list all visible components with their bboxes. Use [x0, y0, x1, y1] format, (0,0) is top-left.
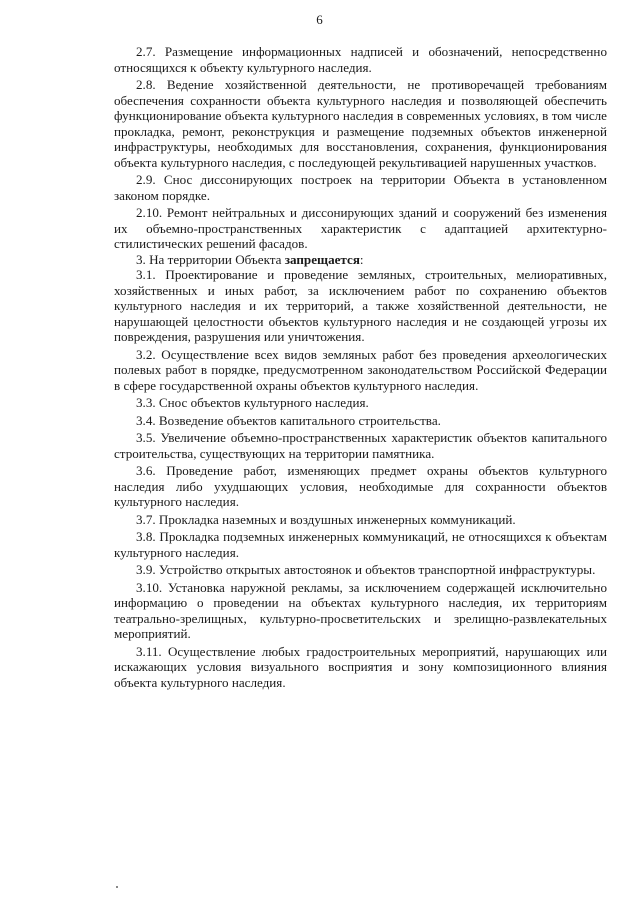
paragraph-3-5: 3.5. Увеличение объемно-пространственных характеристик объектов капитального строительства, существующих на территории памятника.	[114, 430, 607, 461]
paragraph-3-4: 3.4. Возведение объектов капитального строительства.	[136, 412, 441, 428]
paragraph-2-10: 2.10. Ремонт нейтральных и диссонирующих зданий и сооружений без изменения их объемно-пространственных характеристик с адаптацией архитектурно-стилистических решений фасадов.	[114, 205, 607, 251]
paragraph-2-7: 2.7. Размещение информационных надписей и обозначений, непосредственно относящихся к объекту культурного наследия.	[114, 44, 607, 75]
section-3-heading-prefix: 3. На территории Объекта	[136, 251, 285, 267]
scan-dot	[116, 886, 118, 888]
paragraph-3-7: 3.7. Прокладка наземных и воздушных инженерных коммуникаций.	[136, 511, 516, 527]
paragraph-3-2: 3.2. Осуществление всех видов земляных работ без проведения археологических полевых работ в порядке, предусмотренном законодательством Российской Федерации в сфере государственной охраны объектов культурного наследия.	[114, 346, 607, 393]
paragraph-3-9: 3.9. Устройство открытых автостоянок и объектов транспортной инфраструктуры.	[136, 562, 596, 577]
section-3-heading	[114, 252, 607, 268]
paragraph-2-8: 2.8. Ведение хозяйственной деятельности, не противоречащей требованиям обеспечения сохранности объекта культурного наследия и позволяющей обеспечить функционирование объекта культурного наследия в современных условиях, в том числе прокладка, ремонт, реконструкция и размещение подземных объектов инженерной инфраструктуры, необходимых для восстановления, сохранения, функционирования объекта культурного наследия, с последующей рекультивацией нарушенных участков.	[114, 77, 607, 170]
section-3-heading-suffix: :	[359, 251, 364, 267]
paragraph-2-9: 2.9. Снос диссонирующих построек на территории Объекта в установленном законом порядке.	[114, 172, 607, 203]
paragraph-3-6: 3.6. Проведение работ, изменяющих предмет охраны объектов культурного наследия либо ухудшающих условия, необходимые для сохранности объектов культурного наследия.	[114, 463, 607, 509]
paragraph-3-10: 3.10. Установка наружной рекламы, за исключением содержащей исключительно информацию о проведении на объектах культурного наследия, их территориям театрально-зрелищных, культурно-просветительских и зрелищно-развлекательных мероприятий.	[114, 579, 607, 641]
paragraph-3-11: 3.11. Осуществление любых градостроительных мероприятий, нарушающих или искажающих условия визуального восприятия и зону композиционного влияния объекта культурного наследия.	[114, 643, 607, 690]
section-3-heading-bold: запрещается	[284, 251, 360, 267]
paragraph-3-1: 3.1. Проектирование и проведение земляных, строительных, мелиоративных, хозяйственных и иных работ, за исключением работ по сохранению объектов культурного наследия и их территорий, а также хозяйственной деятельности, не нарушающей целостности объектов культурного наследия и не создающей угрозы их повреждения, разрушения или уничтожения.	[114, 267, 607, 344]
paragraph-3-3: 3.3. Снос объектов культурного наследия.	[136, 395, 369, 410]
page-number: 6	[316, 12, 323, 27]
paragraph-3-8: 3.8. Прокладка подземных инженерных коммуникаций, не относящихся к объектам культурного наследия.	[114, 529, 607, 560]
